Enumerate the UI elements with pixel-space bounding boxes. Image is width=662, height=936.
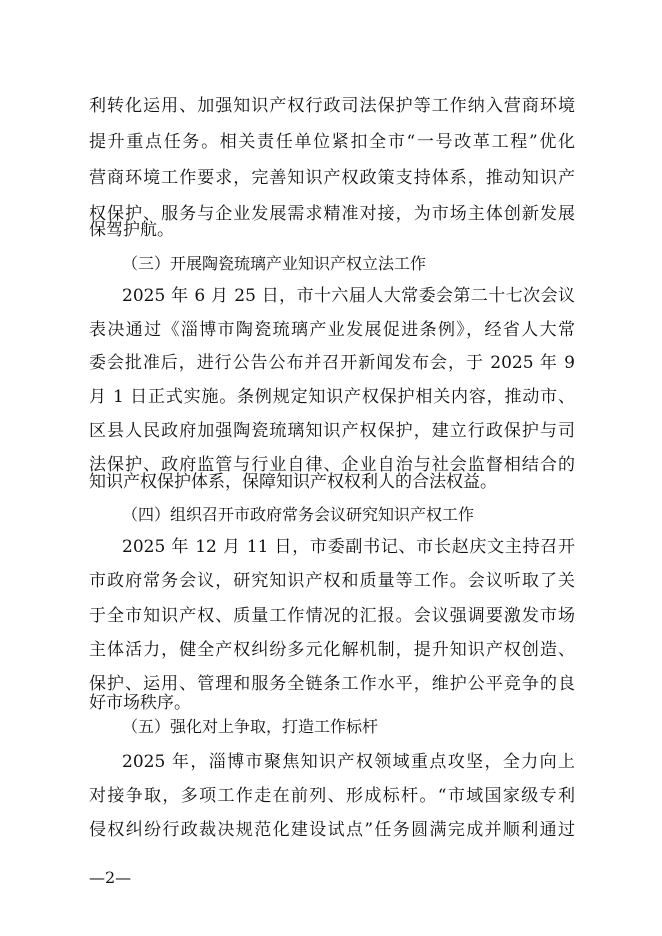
paragraph-2-line-6: 法保护、政府监管与行业自律、企业自治与社会监督相结合的	[89, 455, 575, 475]
paragraph-1-line-5: 保驾护航。	[89, 220, 174, 240]
section-heading-3: （三）开展陶瓷琉璃产业知识产权立法工作	[122, 254, 427, 273]
paragraph-2-line-1: 2025 年 6 月 25 日，市十六届人大常委会第二十七次会议	[122, 286, 575, 306]
paragraph-1-line-4: 权保护、服务与企业发展需求精准对接，为市场主体创新发展	[89, 204, 575, 224]
paragraph-2-line-2: 表决通过《淄博市陶瓷琉璃产业发展促进条例》，经省人大常	[89, 320, 575, 340]
section-heading-5: （五）强化对上争取，打造工作标杆	[122, 717, 379, 736]
paragraph-4-line-3: 侵权纠纷行政裁决规范化建设试点”任务圆满完成并顺利通过	[89, 820, 575, 840]
paragraph-3-line-3: 于全市知识产权、质量工作情况的汇报。会议强调要激发市场	[89, 606, 575, 626]
paragraph-3-line-4: 主体活力，健全产权纠纷多元化解机制，提升知识产权创造、	[89, 640, 575, 660]
paragraph-2-line-4: 月 1 日正式实施。条例规定知识产权保护相关内容，推动市、	[89, 387, 575, 407]
paragraph-2-line-3: 委会批准后，进行公告公布并召开新闻发布会，于 2025 年 9	[89, 353, 575, 373]
page-number: —2—	[89, 868, 132, 887]
paragraph-4-line-1: 2025 年，淄博市聚焦知识产权领域重点攻坚，全力向上	[122, 752, 575, 772]
paragraph-1-line-1: 利转化运用、加强知识产权行政司法保护等工作纳入营商环境	[89, 96, 575, 116]
paragraph-3-line-5: 保护、运用、管理和服务全链条工作水平，维护公平竞争的良	[89, 674, 575, 694]
paragraph-3-line-6: 好市场秩序。	[89, 693, 191, 713]
paragraph-1-line-3: 营商环境工作要求，完善知识产权政策支持体系，推动知识产	[89, 168, 575, 188]
paragraph-3-line-2: 市政府常务会议，研究知识产权和质量等工作。会议听取了关	[89, 571, 575, 591]
paragraph-1-line-2: 提升重点任务。相关责任单位紧扣全市“一号改革工程”优化	[89, 132, 575, 152]
section-heading-4: （四）组织召开市政府常务会议研究知识产权工作	[122, 505, 475, 524]
paragraph-3-line-1: 2025 年 12 月 11 日，市委副书记、市长赵庆文主持召开	[122, 537, 575, 557]
paragraph-2-line-7: 知识产权保护体系，保障知识产权权利人的合法权益。	[89, 472, 497, 492]
paragraph-2-line-5: 区县人民政府加强陶瓷琉璃知识产权保护，建立行政保护与司	[89, 421, 575, 441]
paragraph-4-line-2: 对接争取，多项工作走在前列、形成标杆。“市域国家级专利	[89, 786, 575, 806]
